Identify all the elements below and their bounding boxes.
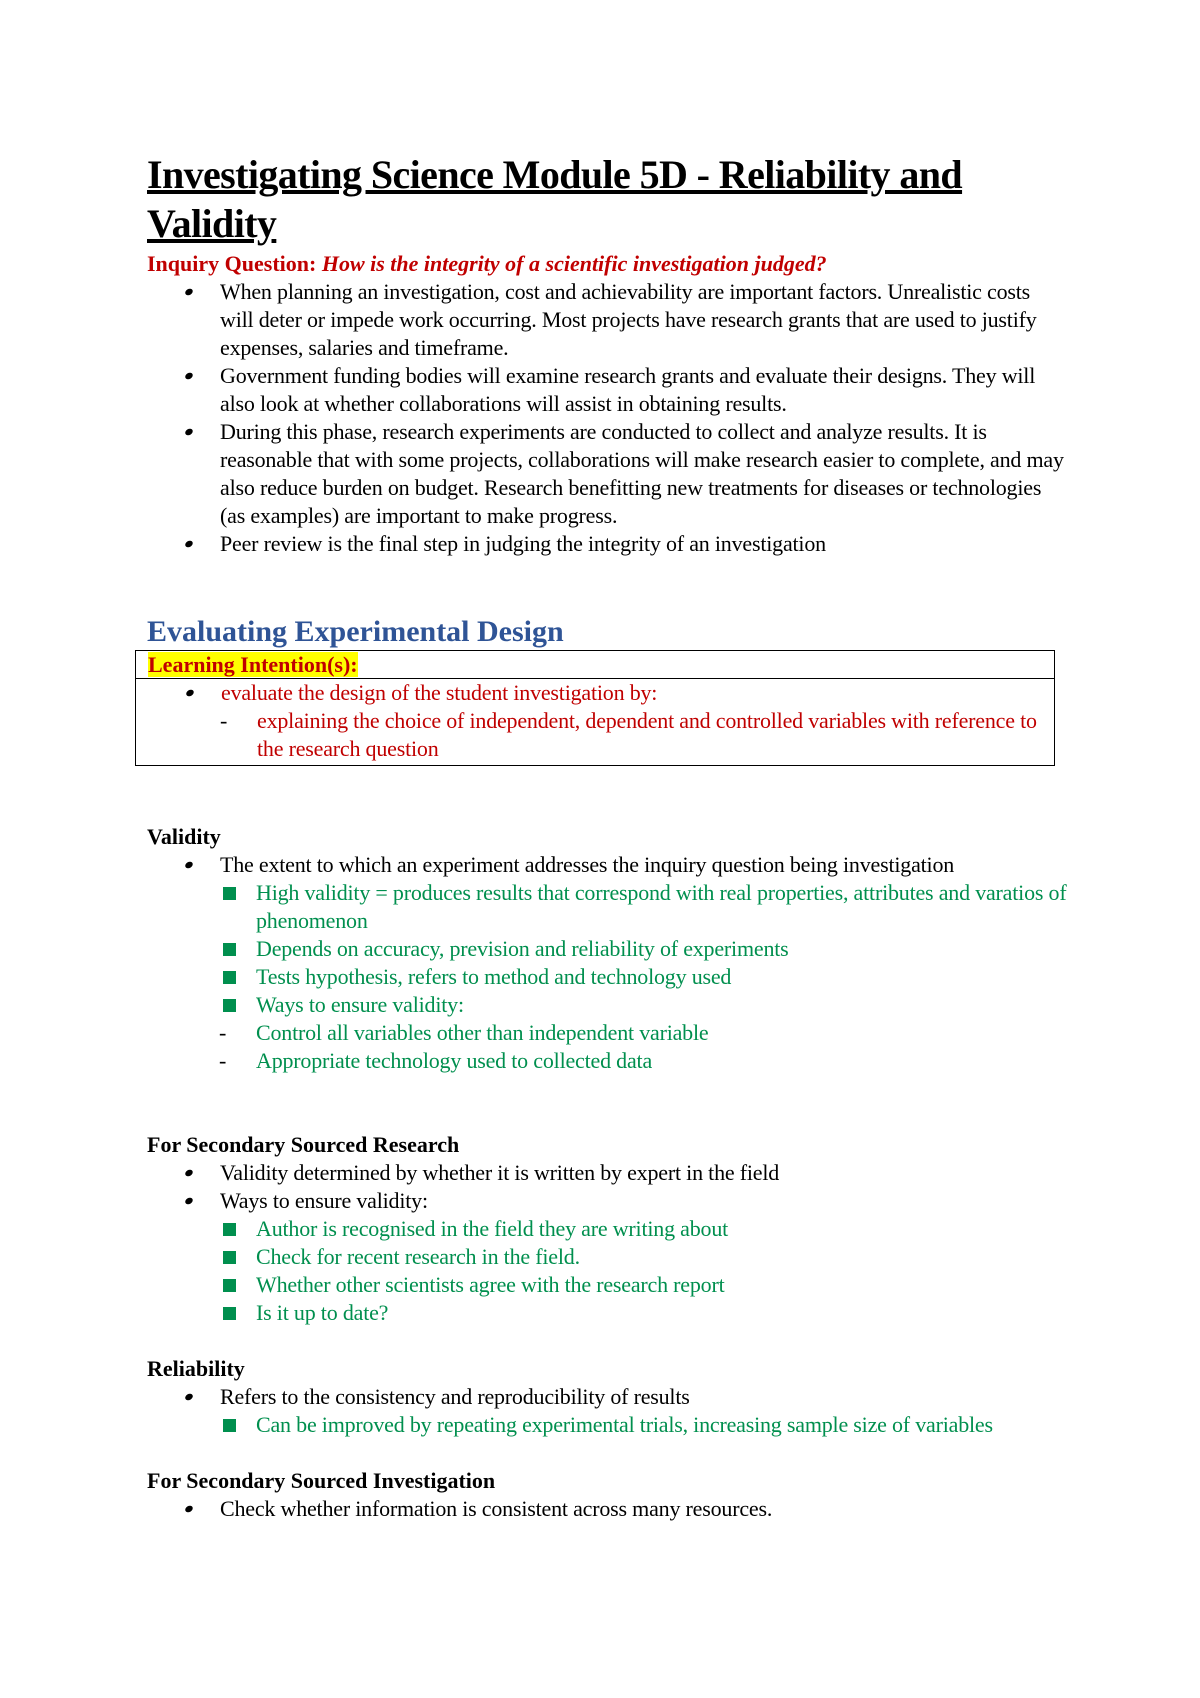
page-title: Investigating Science Module 5D - Reliability and Validity <box>147 152 963 246</box>
list-item: evaluate the design of the student investigation by: <box>148 679 1054 707</box>
intro-list <box>147 278 1067 558</box>
list-item: Refers to the consistency and reproducibility of results <box>147 1383 1067 1411</box>
section-heading: Evaluating Experimental Design <box>147 615 564 648</box>
list-item: - Control all variables other than independent variable <box>219 1020 709 1045</box>
list-item: Whether other scientists agree with the research report <box>147 1271 1067 1299</box>
dash-icon: - <box>220 708 228 733</box>
list-item: Tests hypothesis, refers to method and technology used <box>147 963 1067 991</box>
inquiry-label: Inquiry Question: <box>147 251 317 276</box>
secondary-research-heading: For Secondary Sourced Research <box>147 1132 460 1157</box>
bullet-icon <box>184 371 194 380</box>
square-bullet-icon <box>223 1279 236 1292</box>
square-bullet-icon <box>223 887 236 900</box>
square-bullet-icon <box>223 999 236 1012</box>
list-item: Author is recognised in the field they are writing about <box>147 1215 1067 1243</box>
bullet-icon <box>185 688 195 697</box>
dash-icon: - <box>219 1020 227 1045</box>
inquiry-question <box>147 250 1067 278</box>
square-bullet-icon <box>223 1251 236 1264</box>
list-item: Is it up to date? <box>147 1299 1067 1327</box>
list-item: Validity determined by whether it is written by expert in the field <box>147 1159 1067 1187</box>
list-item: Depends on accuracy, prevision and reliability of experiments <box>147 935 1067 963</box>
list-item: Check for recent research in the field. <box>147 1243 1067 1271</box>
square-bullet-icon <box>223 971 236 984</box>
learning-intention-header: Learning Intention(s): <box>136 651 1054 679</box>
bullet-icon <box>184 287 194 296</box>
list-item: Government funding bodies will examine research grants and evaluate their designs. They will also look at whether collaborations will assist in obtaining results. <box>147 362 1067 418</box>
square-bullet-icon <box>223 1419 236 1432</box>
list-item: Ways to ensure validity: <box>147 991 1067 1019</box>
bullet-icon <box>184 539 194 548</box>
square-bullet-icon <box>223 943 236 956</box>
bullet-icon <box>184 1504 194 1513</box>
list-item: When planning an investigation, cost and achievability are important factors. Unrealistic costs will deter or impede work occurring. Most projects have research grants that are used to justify expenses, salaries and timeframe. <box>147 278 1067 362</box>
list-item: - Appropriate technology used to collected data <box>219 1048 653 1073</box>
bullet-icon <box>184 1392 194 1401</box>
document-page <box>147 150 1067 1523</box>
list-item: During this phase, research experiments are conducted to collect and analyze results. It is reasonable that with some projects, collaborations will make research easier to complete, and may also reduce burden on budget. Research benefitting new treatments for diseases or technologies (as examples) are important to make progress. <box>147 418 1067 530</box>
bullet-icon <box>184 427 194 436</box>
list-item: Check whether information is consistent across many resources. <box>147 1495 1067 1523</box>
reliability-heading: Reliability <box>147 1356 245 1381</box>
bullet-icon <box>184 1168 194 1177</box>
learning-intention-box <box>135 650 1055 766</box>
dash-icon: - <box>219 1048 227 1073</box>
list-item: Can be improved by repeating experimental trials, increasing sample size of variables <box>147 1411 1067 1439</box>
list-item: Ways to ensure validity: <box>147 1187 1067 1215</box>
secondary-investigation-heading: For Secondary Sourced Investigation <box>147 1468 496 1493</box>
square-bullet-icon <box>223 1307 236 1320</box>
list-item: - explaining the choice of independent, dependent and controlled variables with reference to the research question <box>220 708 1037 761</box>
list-item: Peer review is the final step in judging the integrity of an investigation <box>147 530 1067 558</box>
bullet-icon <box>184 860 194 869</box>
inquiry-text: How is the integrity of a scientific investigation judged? <box>321 251 827 276</box>
list-item: The extent to which an experiment addresses the inquiry question being investigation <box>147 851 1067 879</box>
bullet-icon <box>184 1196 194 1205</box>
validity-heading: Validity <box>147 824 221 849</box>
list-item: High validity = produces results that correspond with real properties, attributes and varatios of phenomenon <box>147 879 1067 935</box>
square-bullet-icon <box>223 1223 236 1236</box>
